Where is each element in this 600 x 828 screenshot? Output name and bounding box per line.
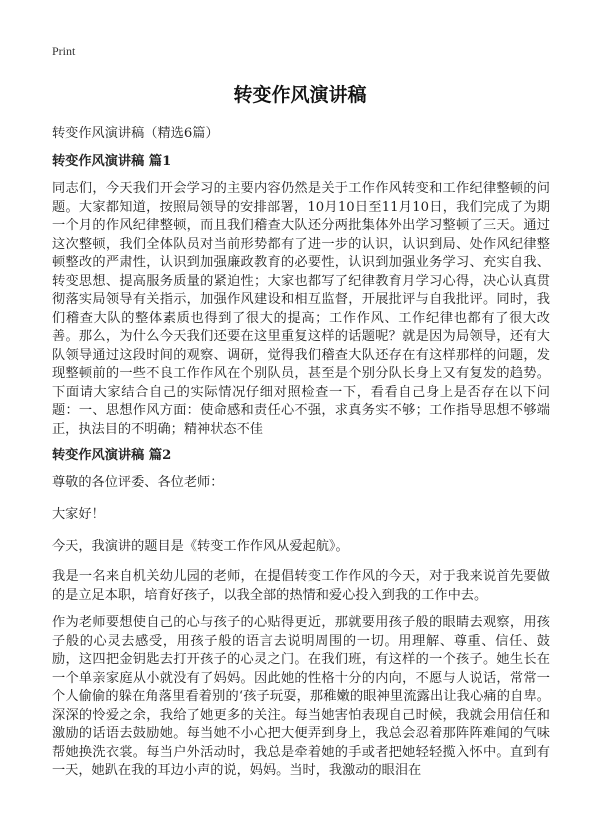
document-subtitle: 转变作风演讲稿（精选6篇） bbox=[52, 126, 219, 141]
paragraph: 作为老师要想使自己的心与孩子的心贴得更近，那就要用孩子般的眼睛去观察，用孩子般的心灵去感受，用孩子般的语言去说明周围的一切。用理解、尊重、信任、鼓励，这四把金钥匙去打开孩子的心灵之门。在我们班，有这样的一个孩子。她生长在一个单亲家庭从小就没有了妈妈。因此她的性格十分的内向，不愿与人说话，常常一个人偷偷的躲在角落里看着别的‘孩子玩耍，那稚嫩的眼神里流露出让我心痛的自卑。深深的怜爱之余，我给了她更多的关注。每当她害怕表现自己时候，我就会用信任和激励的话语去鼓励她。每当她不小心把大便弄到身上，我总会忍着那阵阵难闻的气味帮她换洗衣裳。每当户外活动时，我总是牵着她的手或者把她轻轻揽入怀中。直到有一天，她趴在我的耳边小声的说，妈妈。当时，我激动的眼泪在 bbox=[52, 615, 550, 778]
paragraph: 同志们，今天我们开会学习的主要内容仍然是关于工作作风转变和工作纪律整顿的问题。大家都知道，按照局领导的安排部署，10月10日至11月10日，我们完成了为期一个月的作风纪律整顿，而且我们稽查大队还分两批集体外出学习整顿了三天。通过这次整顿，我们全体队员对当前形势都有了进一步的认识，认识到局、处作风纪律整顿整改的严肃性，认识到加强廉政教育的必要性，认识到加强业务学习、充实自我、转变思想、提高服务质量的紧迫性；大家也都写了纪律教育月学习心得，决心认真贯彻落实局领导有关指示，加强作风建设和相互监督，开展批评与自我批评。同时，我们稽查大队的整体素质也得到了很大的提高；工作作风、工作纪律也都有了很大改善。那么，为什么今天我们还要在这里重复这样的话题呢？就是因为局领导，还有大队领导通过这段时间的观察、调研，觉得我们稽查大队还存在有这样那样的问题，发现整顿前的一些不良工作作风在个别队员，甚至是个别分队长身上又有复发的趋势。下面请大家结合自己的实际情况仔细对照检查一下，看看自己身上是否存在以下问题：一、思想作风方面：使命感和责任心不强，求真务实不够；工作指导思想不够端正，执法目的不明确；精神状态不佳 bbox=[52, 181, 550, 437]
paragraph: 大家好！ bbox=[52, 507, 105, 522]
section-heading: 转变作风演讲稿 篇1 bbox=[52, 154, 172, 169]
paragraph: 我是一名来自机关幼儿园的老师，在提倡转变工作作风的今天，对于我来说首先要做的是立足本职，培育好孩子，以我全部的热情和爱心投入到我的工作中去。 bbox=[52, 569, 550, 603]
print-link[interactable]: Print bbox=[52, 44, 76, 58]
page-title: 转变作风演讲稿 bbox=[233, 84, 367, 106]
paragraph: 尊敬的各位评委、各位老师： bbox=[52, 475, 224, 490]
paragraph: 今天，我演讲的题目是《转变工作作风从爱起航》。 bbox=[52, 539, 349, 554]
section-heading: 转变作风演讲稿 篇2 bbox=[52, 448, 172, 463]
